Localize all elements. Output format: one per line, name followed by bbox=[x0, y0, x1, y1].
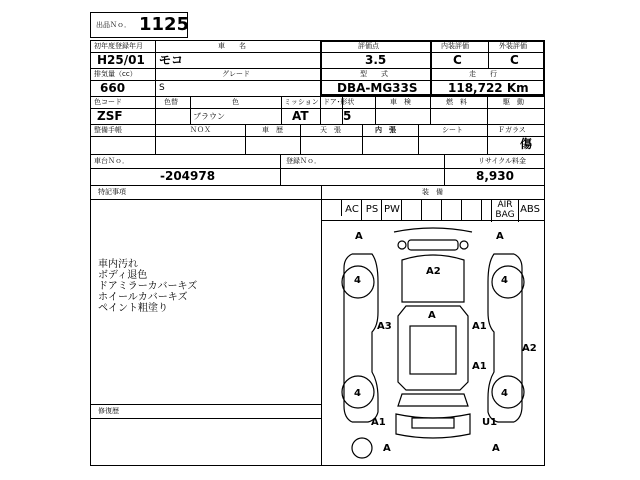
grade-label: グレード bbox=[222, 70, 250, 78]
grade-value: S bbox=[159, 83, 165, 93]
damage-mark: A2 bbox=[522, 343, 537, 354]
color-code-value: ZSF bbox=[97, 109, 123, 123]
color-value: ブラウン bbox=[193, 112, 225, 121]
year-label: 初年度登録年月 bbox=[94, 42, 143, 50]
mission-value: AT bbox=[292, 109, 309, 123]
doors-value: 5 bbox=[343, 109, 352, 123]
recycle-value: 8,930 bbox=[476, 169, 514, 183]
grid-line bbox=[430, 96, 431, 124]
equipment-cell-ac: AC bbox=[341, 199, 362, 216]
glass-label: Ｆガラス bbox=[498, 126, 526, 134]
equipment-cell-empty bbox=[461, 199, 482, 221]
grid-line bbox=[90, 154, 545, 155]
grid-line bbox=[444, 154, 445, 185]
equipment-cell-ps: PS bbox=[361, 199, 382, 221]
color-code-label: 色コード bbox=[94, 98, 122, 106]
equipment-cell-airbag: AIR BAG bbox=[491, 199, 519, 222]
equipment-cell-empty bbox=[401, 199, 422, 221]
interior-value: C bbox=[453, 53, 462, 67]
lot-number-label: 出品Ｎｏ． bbox=[96, 21, 131, 29]
displacement-value: 660 bbox=[100, 81, 126, 95]
chassis-label: 車台Ｎｏ． bbox=[94, 157, 129, 165]
grid-line bbox=[90, 124, 545, 125]
doors-label: ドア･形状 bbox=[323, 98, 355, 106]
color-label: 色 bbox=[232, 98, 239, 106]
grid-line bbox=[300, 124, 301, 154]
mission-label: ミッション bbox=[284, 98, 319, 106]
chassis-value: -204978 bbox=[160, 169, 216, 183]
damage-mark: A bbox=[492, 443, 500, 454]
equipment-label: 装 備 bbox=[422, 188, 443, 196]
grid-line bbox=[155, 68, 156, 96]
grid-line bbox=[362, 124, 363, 154]
mileage-value: 118,722 Km bbox=[448, 81, 529, 95]
reg-no-label: 登録Ｎｏ． bbox=[286, 157, 321, 165]
grid-line bbox=[375, 96, 376, 124]
note-line: ホイールカバーキズ bbox=[98, 292, 188, 303]
fuel-label: 燃 料 bbox=[446, 98, 467, 106]
damage-mark: A3 bbox=[377, 321, 392, 332]
grid-line bbox=[280, 154, 281, 185]
exterior-value: C bbox=[510, 53, 519, 67]
grid-line bbox=[487, 124, 488, 154]
sunroof-label: 天 張 bbox=[320, 126, 341, 134]
glass-value: 傷 bbox=[520, 137, 533, 151]
vehicle-diagram bbox=[322, 222, 544, 465]
grid-line bbox=[430, 40, 432, 96]
exterior-label: 外装評価 bbox=[499, 42, 527, 50]
grid-line bbox=[155, 96, 156, 124]
grid-line bbox=[155, 124, 156, 154]
score-value: 3.5 bbox=[365, 53, 387, 67]
note-line: 車内汚れ bbox=[98, 259, 138, 270]
grid-line bbox=[320, 96, 321, 124]
damage-mark: A1 bbox=[472, 321, 487, 332]
history-label: 車 歴 bbox=[262, 126, 283, 134]
equipment-cell-empty bbox=[421, 199, 442, 221]
interior-trim-label: 内 張 bbox=[375, 126, 396, 134]
lot-number-value: 1125 bbox=[139, 14, 190, 35]
grid-line bbox=[90, 136, 545, 137]
damage-mark: U1 bbox=[482, 417, 498, 428]
equipment-cell-empty bbox=[441, 199, 462, 221]
grid-line bbox=[90, 404, 321, 405]
grid-line bbox=[245, 124, 246, 154]
damage-mark: A bbox=[496, 231, 504, 242]
damage-mark: A bbox=[428, 310, 436, 321]
grid-line bbox=[190, 96, 191, 124]
model-value: DBA-MG33S bbox=[337, 81, 418, 95]
drive-label: 駆 動 bbox=[503, 98, 524, 106]
grid-line bbox=[418, 124, 419, 154]
equipment-cell-pw: PW bbox=[381, 199, 402, 221]
damage-mark: A1 bbox=[371, 417, 386, 428]
score-label: 評価点 bbox=[358, 42, 379, 50]
grid-line bbox=[487, 96, 488, 124]
lot-number-box bbox=[90, 12, 188, 38]
seat-label: シート bbox=[442, 126, 463, 134]
grid-line bbox=[281, 96, 282, 124]
damage-mark: A2 bbox=[426, 266, 441, 277]
mileage-label: 走 行 bbox=[469, 70, 497, 78]
repair-label: 修復歴 bbox=[98, 407, 119, 415]
color-type-label: 色替 bbox=[164, 98, 178, 106]
recycle-label: リサイクル料金 bbox=[478, 157, 527, 165]
damage-mark: 4 bbox=[501, 388, 508, 399]
note-line: ペイント粗塗り bbox=[98, 303, 168, 314]
equipment-row bbox=[321, 199, 545, 221]
grid-line bbox=[90, 185, 545, 186]
manual-label: 整備手帳 bbox=[94, 126, 122, 134]
inspection-label: 車 検 bbox=[390, 98, 411, 106]
damage-mark: 4 bbox=[354, 388, 361, 399]
note-line: ドアミラーカバーキズ bbox=[98, 281, 198, 292]
nox-label: ＮＯＸ bbox=[190, 126, 211, 134]
damage-mark: A1 bbox=[472, 361, 487, 372]
grid-line bbox=[90, 108, 545, 109]
interior-label: 内装評価 bbox=[441, 42, 469, 50]
notes-label: 特記事項 bbox=[98, 188, 126, 196]
damage-mark: A bbox=[355, 231, 363, 242]
note-line: ボディ退色 bbox=[98, 270, 148, 281]
car-name-value: モコ bbox=[159, 53, 184, 67]
grid-line bbox=[90, 418, 321, 419]
equipment-cell-abs: ABS bbox=[520, 204, 540, 215]
damage-mark: A bbox=[383, 443, 391, 454]
grid-line bbox=[90, 96, 545, 97]
car-name-label: 車 名 bbox=[218, 42, 246, 50]
year-value: H25/01 bbox=[97, 53, 145, 67]
displacement-label: 排気量（cc） bbox=[94, 70, 137, 78]
grid-line bbox=[155, 40, 156, 68]
model-label: 型 式 bbox=[360, 70, 388, 78]
grid-line bbox=[488, 40, 489, 68]
damage-mark: 4 bbox=[501, 275, 508, 286]
damage-mark: 4 bbox=[354, 275, 361, 286]
